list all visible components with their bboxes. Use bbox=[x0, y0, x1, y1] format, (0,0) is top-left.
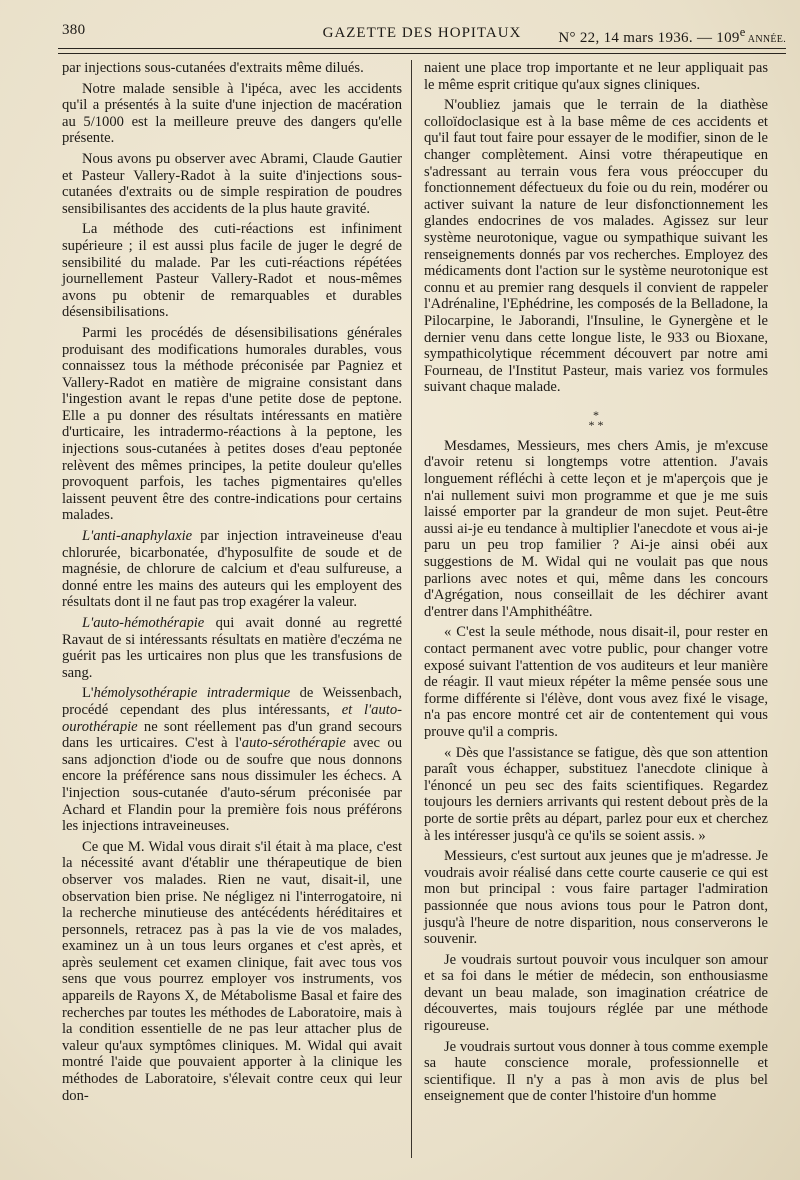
text-run: « Dès que l'assistance se fatigue, dès que son attention paraît vous échapper, substituez l'anecdote clinique à l'énoncé un peu sec des faits scientifiques. Regardez toujours les derniers arrivants qui restent debout près de la porte de sortie prêts au départ, parlez pour eux et cherchez à les intéresser jusqu'à ce qu'ils se soient assis. » bbox=[424, 744, 768, 844]
text-run: Je voudrais surtout pouvoir vous inculquer son amour et sa foi dans le métier de médecin, son enthousiasme devant un beau malade, son imagination créatrice de découvertes, mais toujours réglée par une méthode rigoureuse. bbox=[424, 951, 768, 1035]
paragraph bbox=[62, 528, 402, 611]
right-column bbox=[424, 60, 768, 1109]
paragraph bbox=[62, 221, 402, 321]
text-run: Mesdames, Messieurs, mes chers Amis, je m'excuse d'avoir retenu si longtemps votre attention. J'avais longuement réfléchi à cette leçon et je m'aperçois que je n'ai nullement suivi mon programme et que je me suis laissé emporter par la grandeur de mon sujet. Peut-être aussi ai-je eu tendance à multiplier l'anecdote et vous ai-je paru un peu trop familier ? Ai-je ainsi obéi aux suggestions de M. Widal qui ne voulait pas que nous parlions avec notes et qui, même dans les concours d'Agrégation, nous conseillait de les déchirer avant d'entrer dans l'Amphithéâtre. bbox=[424, 437, 768, 620]
text-run: qui avait donné au regretté Ravaut de si intéressants résultats en matière d'eczéma ne guérit pas les urticaires non plus que les transfusions de sang. bbox=[62, 615, 402, 681]
page-header bbox=[58, 22, 786, 46]
paragraph bbox=[424, 624, 768, 740]
paragraph bbox=[62, 151, 402, 217]
page-number: 380 bbox=[62, 22, 86, 38]
issue-date: N° 22, 14 mars 1936. — 109 bbox=[558, 30, 740, 46]
text-run: avec ou sans adjonction d'iode ou de soufre que nous donnons encore la préférence sans nous dissimuler les échecs. A l'injection sous-cutanée d'auto-sérum préconisée par Achard et Flandin pour la première fois nous préférons les injections intraveineuses. bbox=[62, 735, 402, 835]
left-column bbox=[62, 60, 402, 1108]
text-run: L' bbox=[82, 685, 94, 702]
column-divider bbox=[411, 60, 412, 1158]
header-rule-top bbox=[58, 48, 786, 49]
paragraph bbox=[424, 97, 768, 396]
right-column-part-a bbox=[424, 60, 768, 396]
right-column-part-b bbox=[424, 438, 768, 1105]
italic-text: auto-sérothérapie bbox=[241, 735, 346, 752]
paragraph bbox=[424, 952, 768, 1035]
paragraph bbox=[62, 615, 402, 681]
paragraph bbox=[424, 60, 768, 93]
text-run: par injection intraveineuse d'eau chlorurée, bicarbonatée, d'hyposulfite de soude et de magnésie, de chlorure de calcium et d'eau sulfureuse, a donné entre les mains des auteurs qui les employent des résultats dont il ne faut pas trop exagérer la valeur. bbox=[62, 528, 402, 611]
paragraph bbox=[62, 60, 402, 77]
year-ordinal: e bbox=[739, 25, 746, 39]
italic-text: et l'auto-ourothérapie bbox=[62, 701, 402, 735]
paragraph bbox=[424, 745, 768, 845]
paragraph bbox=[62, 685, 402, 834]
issue-info bbox=[558, 25, 786, 47]
text-run: Parmi les procédés de désensibilisations générales produisant des modifications humorales durables, vous connaissez tous la méthode préconisée par Pagniez et Vallery-Radot en matière de migraine consistant dans l'ingestion avant le repas d'une petite dose de peptone. Elle a pu donner des résultats intéressants en matière d'urticaire, les intradermo-réactions à la peptone, les injections sous-cutanées à petites doses d'eau peptonée relèvent des mêmes principes, la petite douleur qu'elles provoquent parfois, les taches pigmentaires qu'elles laissent peuvent être des contre-indications pour certains malades. bbox=[62, 324, 402, 524]
paragraph bbox=[424, 1039, 768, 1105]
text-run: Notre malade sensible à l'ipéca, avec les accidents qu'il a présentés à la suite d'une injection de macération au 5/1000 est la meilleure preuve des dangers qu'elle présente. bbox=[62, 80, 402, 147]
text-run: ne sont réellement pas d'un grand secours dans les urticaires. C'est à l' bbox=[62, 718, 402, 752]
text-run: de Weissenbach, procédé cependant des plus intéressants, bbox=[62, 685, 403, 718]
italic-text: L'auto-hémothérapie bbox=[82, 615, 205, 631]
year-word: ANNÉE. bbox=[745, 34, 786, 45]
text-run: La méthode des cuti-réactions est infiniment supérieure ; il est aussi plus facile de juger le degré de sensibilité du malade. Par les cuti-réactions répétées journellement Pasteur Vallery-Radot et nous-mêmes avons pu obtenir de remarquables et durables désensibilisations. bbox=[62, 221, 402, 321]
paragraph bbox=[424, 438, 768, 621]
text-run: N'oubliez jamais que le terrain de la diathèse colloïdoclasique est à la base même de ces accidents et qu'il faut tout faire pour essayer de le modifier, sinon de le changer complètement. Ainsi votre thérapeutique en s'adressant au terrain vous fera vous préoccuper du fonctionnement défectueux du foie ou du rein, modérer ou activer suivant la nature de leur disfonctionnement les glandes endocrines de vos malades. Agissez sur leur système neurotonique, vague ou sympathique suivant les renseignements donnés par vos recherches. Employez des médicaments dont l'action sur le système neurotonique est connu et au premier rang desquels il convient de rappeler l'Adrénaline, l'Ephédrine, les composés de la Belladone, la Pilocarpine, le Jaborandi, l'Insuline, le Gynergène et le dernier venu dans cette longue liste, le 933 ou Bioxane, sympathicolytique récemment découvert par notre ami Fourneau, de l'Institut Pasteur, mais variez vos formules suivant chaque malade. bbox=[424, 97, 768, 396]
journal-title: GAZETTE DES HOPITAUX bbox=[322, 25, 522, 41]
paragraph bbox=[424, 848, 768, 948]
paragraph bbox=[62, 81, 402, 147]
italic-text: L'anti-anaphylaxie bbox=[82, 528, 193, 545]
dinkus-top: * bbox=[593, 407, 599, 422]
text-run: naient une place trop importante et ne leur appliquait pas le même esprit critique qu'aux signes cliniques. bbox=[424, 60, 768, 93]
header-rule-bottom bbox=[58, 53, 786, 54]
paragraph bbox=[62, 839, 402, 1105]
text-run: « C'est la seule méthode, nous disait-il, pour rester en contact permanent avec votre public, pour changer votre exposé suivant l'attention de vos auditeurs et leur manière de réagir. Il vaut mieux répéter la même pensée sous une forme différente si l'élève, dont vous avez fixé le visage, n'a pas encore montré cet air de contentement qui vous prouve qu'il a compris. bbox=[424, 624, 768, 740]
text-run: Messieurs, c'est surtout aux jeunes que je m'adresse. Je voudrais avoir réalisé dans cette courte causerie ce qui est mon but principal : vous faire partager l'admiration passionnée que nous avions tous pour le Patron dont, jusqu'à l'heure de notre disparition, nous conserverons le souvenir. bbox=[424, 848, 768, 948]
section-dinkus bbox=[424, 407, 768, 432]
text-run: Ce que M. Widal vous dirait s'il était à ma place, c'est la nécessité avant d'établir une thérapeutique de bien observer vos malades. Rien ne vaut, disait-il, une observation bien prise. Ne négligez ni l'interrogatoire, ni la recherche minutieuse des antécédents héréditaires et personnels, retracez pas à pas la vie de vos malades, examinez un à un tous leurs organes et c'est après, et après seulement cet examen clinique, fait avec tous vos sens que vous pourrez employer vos instruments, vos appareils de Rayons X, de Métabolisme Basal et faire des recherches par toutes les méthodes de Laboratoire, mais à la condition essentielle de ne pas leur attacher plus de valeur qu'aux symptômes cliniques. M. Widal qui avait montré l'aide que pouvaient apporter à la clinique les méthodes de Laboratoire, s'élevait contre ceux qui leur don- bbox=[62, 838, 402, 1104]
italic-text: hémolysothérapie intradermique bbox=[93, 685, 291, 702]
dinkus-bottom: * * bbox=[588, 417, 604, 432]
text-run: par injections sous-cutanées d'extraits même dilués. bbox=[62, 60, 364, 76]
paragraph bbox=[62, 325, 402, 524]
text-run: Je voudrais surtout vous donner à tous comme exemple sa haute conscience morale, professionnelle et scientifique. Il n'y a pas à mon avis de plus bel enseignement que de conter l'histoire d'un homme bbox=[424, 1038, 768, 1105]
text-run: Nous avons pu observer avec Abrami, Claude Gautier et Pasteur Vallery-Radot à la suite d'injections sous-cutanées d'extraits ou de simple respiration de poudres sensibilisantes des accidents de la plus haute gravité. bbox=[62, 150, 402, 217]
